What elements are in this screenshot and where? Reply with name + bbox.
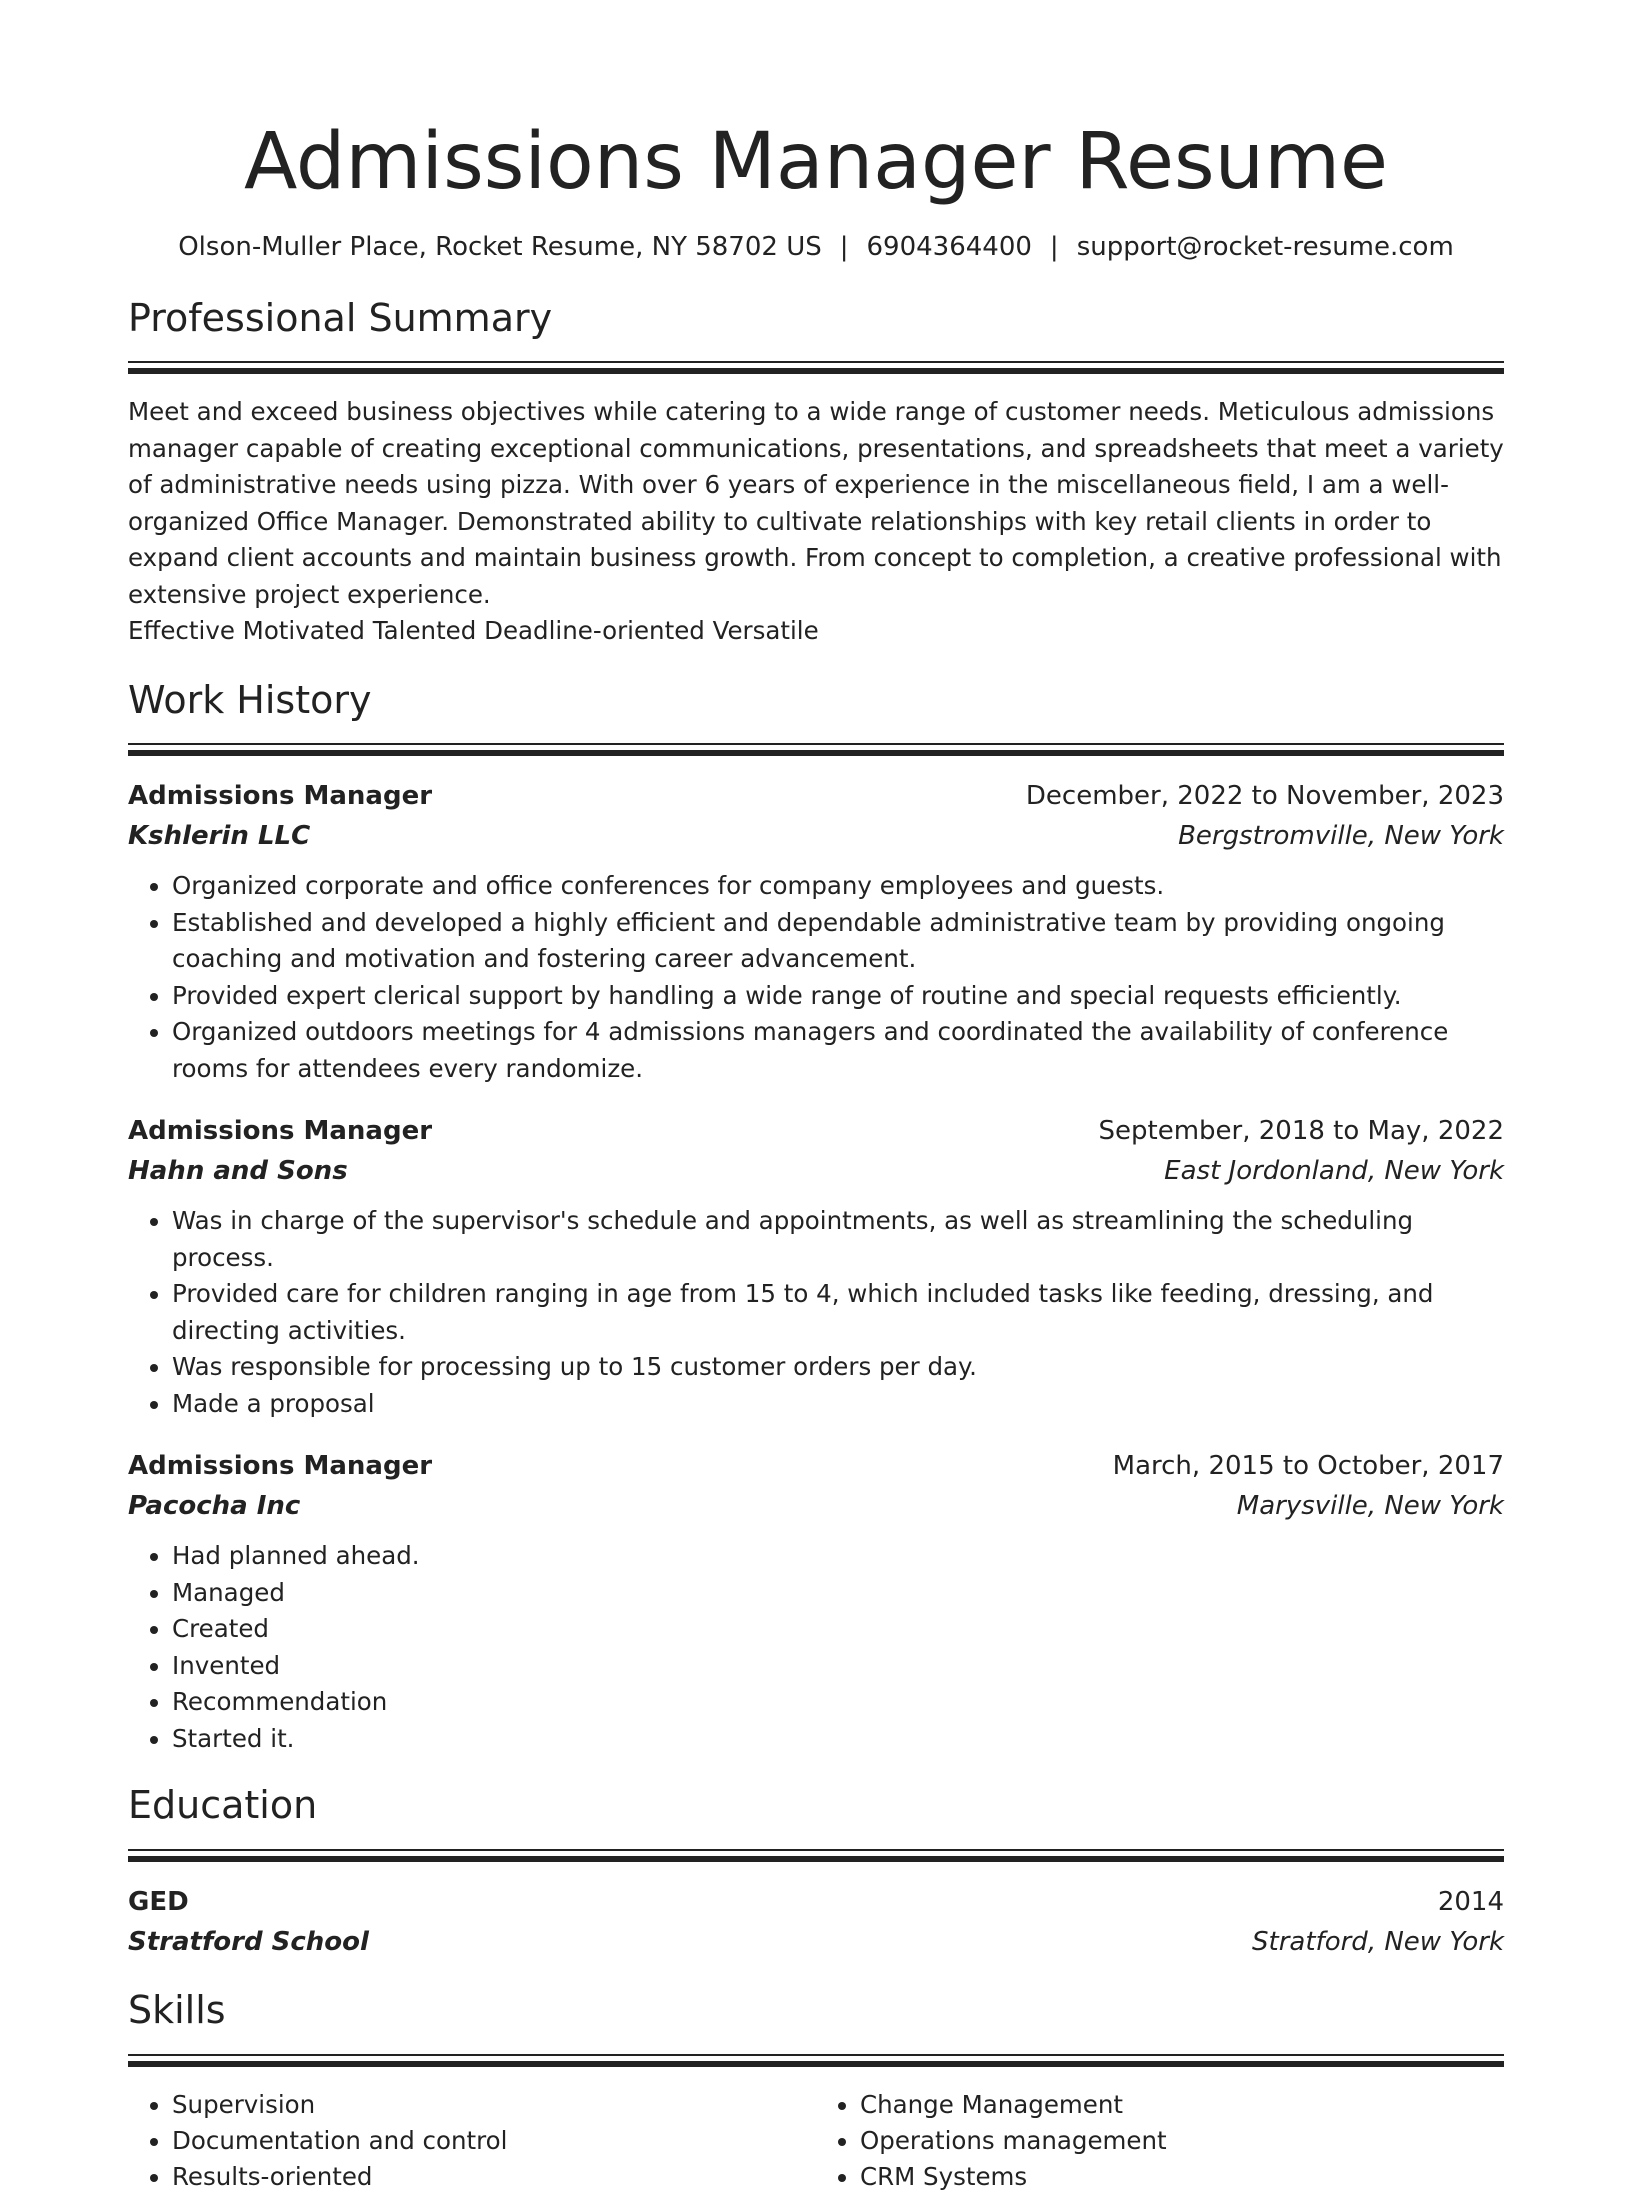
section-divider <box>128 743 1504 756</box>
work-history-heading: Work History <box>128 677 372 722</box>
summary-section <box>128 296 1504 650</box>
education-heading: Education <box>128 1783 318 1828</box>
education-location: Stratford, New York <box>1252 1926 1504 1957</box>
job-subheader <box>128 816 1504 856</box>
job-bullets <box>128 1538 1504 1757</box>
bullet-item: • Had planned ahead. <box>172 1538 1504 1575</box>
contact-separator: | <box>839 231 849 262</box>
job-company: Kshlerin LLC <box>128 821 311 852</box>
job-location: East Jordonland, New York <box>1164 1156 1504 1187</box>
resume-title: Admissions Manager Resume <box>243 117 1389 207</box>
job-subheader <box>128 1151 1504 1191</box>
job-company: Pacocha Inc <box>128 1491 301 1522</box>
skill-item: • Results-oriented <box>172 2159 816 2195</box>
contact-address: Olson-Muller Place, Rocket Resume, NY 58702 US <box>178 231 822 262</box>
bullet-item: • Started it. <box>172 1721 1504 1758</box>
bullet-item: • Managed <box>172 1575 1504 1612</box>
skill-item: • Change Management <box>860 2087 1504 2123</box>
summary-traits: Effective Motivated Talented Deadline-oriented Versatile <box>128 616 819 646</box>
job-title: Admissions Manager <box>128 1116 433 1147</box>
job-entry <box>128 776 1504 1087</box>
job-location: Marysville, New York <box>1236 1491 1504 1522</box>
skill-item: • CRM Systems <box>860 2159 1504 2195</box>
bullet-item: • Organized outdoors meetings for 4 admissions managers and coordinated the availability of conference rooms for attendees every randomize. <box>172 1014 1504 1087</box>
skills-heading: Skills <box>128 1987 226 2032</box>
summary-paragraph: Meet and exceed business objectives while catering to a wide range of customer needs. Meticulous admissions manager capable of creating exceptional communications, presentations, and spreadsheets that meet a variety of administrative needs using pizza. With over 6 years of experience in the miscellaneous field, I am a well-organized Office Manager. Demonstrated ability to cultivate relationships with key retail clients in order to expand client accounts and maintain business growth. From concept to completion, a creative professional with extensive project experience. <box>128 397 1504 609</box>
education-degree: GED <box>128 1886 189 1917</box>
contact-email: support@rocket-resume.com <box>1076 231 1454 262</box>
bullet-item: • Was responsible for processing up to 15 customer orders per day. <box>172 1349 1504 1386</box>
section-divider <box>128 361 1504 374</box>
skills-columns <box>128 2087 1504 2195</box>
bullet-item: • Recommendation <box>172 1684 1504 1721</box>
skills-section <box>128 1988 1504 2195</box>
bullet-item: • Made a proposal <box>172 1386 1504 1423</box>
job-dates: March, 2015 to October, 2017 <box>1112 1451 1504 1482</box>
job-subheader <box>128 1486 1504 1526</box>
job-entry <box>128 1111 1504 1422</box>
job-dates: September, 2018 to May, 2022 <box>1098 1116 1504 1147</box>
education-section <box>128 1783 1504 1962</box>
job-location: Bergstromville, New York <box>1178 821 1504 852</box>
job-company: Hahn and Sons <box>128 1156 348 1187</box>
job-entry <box>128 1446 1504 1757</box>
contact-phone: 6904364400 <box>866 231 1032 262</box>
summary-heading: Professional Summary <box>128 295 553 340</box>
bullet-item: • Established and developed a highly efficient and dependable administrative team by providing ongoing coaching and motivation and fostering career advancement. <box>172 905 1504 978</box>
job-title: Admissions Manager <box>128 781 433 812</box>
bullet-item: • Was in charge of the supervisor's schedule and appointments, as well as streamlining the scheduling process. <box>172 1203 1504 1276</box>
job-header <box>128 1111 1504 1151</box>
skill-item: • Supervision <box>172 2087 816 2123</box>
skill-item: • Operations management <box>860 2123 1504 2159</box>
job-header <box>128 776 1504 816</box>
education-year: 2014 <box>1437 1886 1504 1917</box>
skills-list-right <box>816 2087 1504 2195</box>
skill-item: • Documentation and control <box>172 2123 816 2159</box>
summary-text <box>128 394 1504 650</box>
education-subheader <box>128 1922 1504 1962</box>
education-school: Stratford School <box>128 1926 369 1957</box>
bullet-item: • Provided expert clerical support by handling a wide range of routine and special requests efficiently. <box>172 978 1504 1015</box>
job-bullets <box>128 1203 1504 1422</box>
bullet-item: • Invented <box>172 1648 1504 1685</box>
bullet-item: • Provided care for children ranging in age from 15 to 4, which included tasks like feeding, dressing, and directing activities. <box>172 1276 1504 1349</box>
skills-list-left <box>128 2087 816 2195</box>
section-divider <box>128 1849 1504 1862</box>
contact-line <box>128 232 1504 262</box>
work-history-section <box>128 678 1504 1758</box>
job-dates: December, 2022 to November, 2023 <box>1025 781 1504 812</box>
job-header <box>128 1446 1504 1486</box>
contact-separator: | <box>1049 231 1059 262</box>
job-title: Admissions Manager <box>128 1451 433 1482</box>
bullet-item: • Organized corporate and office conferences for company employees and guests. <box>172 868 1504 905</box>
section-divider <box>128 2054 1504 2067</box>
education-header <box>128 1882 1504 1922</box>
job-bullets <box>128 868 1504 1087</box>
bullet-item: • Created <box>172 1611 1504 1648</box>
